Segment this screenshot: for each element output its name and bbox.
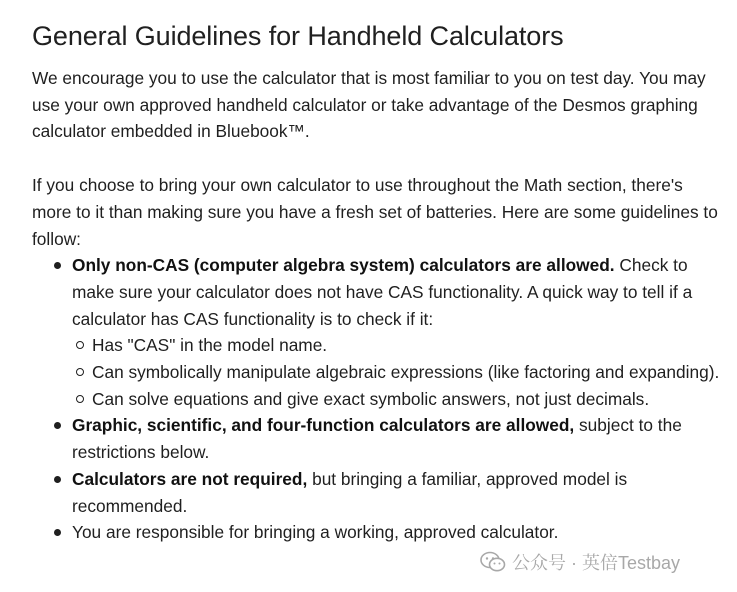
sub-list-item: Has "CAS" in the model name. xyxy=(92,332,722,359)
list-item-bold: Calculators are not required, xyxy=(72,468,308,489)
watermark xyxy=(480,549,680,575)
watermark-text: 公众号 · 英倍Testbay xyxy=(512,553,681,573)
list-item xyxy=(72,466,722,519)
list-item-text: subject to the restrictions below. xyxy=(72,415,682,463)
list-item-bold: Only non-CAS (computer algebra system) calculators are allowed. xyxy=(72,255,615,276)
wechat-icon xyxy=(480,551,506,573)
cas-criteria-list xyxy=(72,332,722,412)
list-item xyxy=(72,412,722,465)
article xyxy=(32,0,722,546)
intro-paragraph: We encourage you to use the calculator that is most familiar to you on test day. You may use your own approved handheld calculator or take advantage of the Desmos graphing calculator embedded in Bluebook™. xyxy=(32,68,706,142)
list-item xyxy=(72,252,722,412)
page-title: General Guidelines for Handheld Calculators xyxy=(32,21,564,51)
guidelines-list xyxy=(32,252,722,546)
list-item-text: Check to make sure your calculator does not have CAS functionality. A quick way to tell if a calculator has CAS functionality is to check if it: xyxy=(72,255,693,329)
list-item-text: but bringing a familiar, approved model is recommended. xyxy=(72,468,628,516)
list-item-text: You are responsible for bringing a working, approved calculator. xyxy=(72,522,559,543)
list-item-bold: Graphic, scientific, and four-function calculators are allowed, xyxy=(72,415,575,436)
sub-list-item: Can symbolically manipulate algebraic expressions (like factoring and expanding). xyxy=(92,359,722,386)
list-item xyxy=(72,519,722,546)
guidelines-paragraph: If you choose to bring your own calculator to use throughout the Math section, there's more to it than making sure you have a fresh set of batteries. Here are some guidelines to follow: xyxy=(32,175,718,249)
sub-list-item: Can solve equations and give exact symbolic answers, not just decimals. xyxy=(92,386,722,413)
